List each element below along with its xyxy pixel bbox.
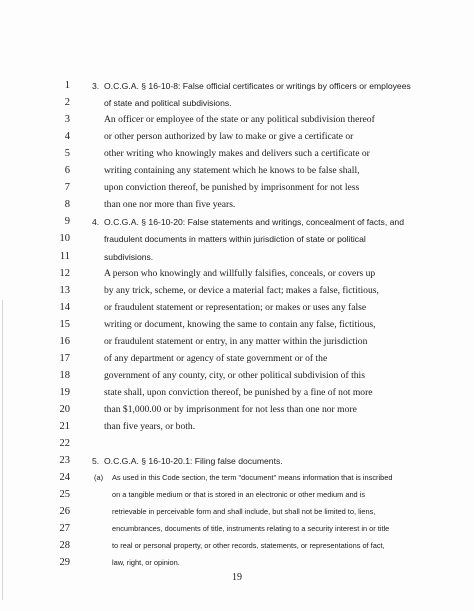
line-text: As used in this Code section, the term "document" means information that is inscribed [112, 473, 393, 483]
line-number: 16 [59, 335, 70, 347]
line-number: 4 [64, 131, 70, 143]
line-number: 15 [59, 318, 70, 330]
line-9 [0, 214, 474, 230]
list-marker: 5. [92, 456, 100, 467]
line-21 [0, 419, 474, 435]
line-2 [0, 95, 474, 111]
line-text: writing or document, knowing the same to contain any false, fictitious, [104, 318, 376, 330]
line-text: A person who knowingly and willfully falsifies, conceals, or covers up [104, 267, 376, 279]
line-20 [0, 402, 474, 418]
line-26 [0, 504, 474, 520]
line-text: state shall, upon conviction thereof, be punished by a fine of not more [104, 386, 373, 398]
line-number: 11 [59, 250, 70, 262]
line-28 [0, 538, 474, 554]
line-25 [0, 487, 474, 503]
line-18 [0, 368, 474, 384]
line-number: 25 [59, 489, 70, 501]
line-4 [0, 129, 474, 145]
line-text: law, right, or opinion. [112, 558, 180, 568]
line-text: fraudulent documents in matters within jurisdiction of state or political [104, 234, 366, 245]
line-22 [0, 436, 474, 452]
list-marker: 4. [92, 217, 100, 228]
line-number: 5 [64, 148, 70, 160]
line-text: O.C.G.A. § 16-10-8: False official certificates or writings by officers or employees [104, 81, 411, 91]
line-text: of state and political subdivisions. [104, 98, 232, 109]
line-text: O.C.G.A. § 16-10-20.1: Filing false documents. [104, 456, 283, 467]
line-number: 7 [64, 182, 70, 194]
line-number: 14 [59, 301, 70, 313]
line-1 [0, 78, 474, 94]
line-number: 29 [59, 557, 70, 569]
line-number: 1 [64, 80, 70, 91]
line-text: writing containing any statement which he knows to be false shall, [104, 165, 360, 177]
line-10 [0, 231, 474, 247]
line-number: 9 [64, 216, 70, 228]
line-number: 2 [64, 97, 70, 109]
line-text: or fraudulent statement or entry, in any matter within the jurisdiction [104, 335, 368, 347]
line-29 [0, 555, 474, 571]
line-text: retrievable in perceivable form and shall include, but shall not be limited to, liens, [112, 507, 376, 517]
line-24 [0, 470, 474, 486]
line-number: 13 [59, 284, 70, 296]
list-marker: 3. [92, 81, 100, 91]
line-number: 12 [59, 267, 70, 279]
line-3 [0, 112, 474, 128]
line-text: An officer or employee of the state or any political subdivision thereof [104, 114, 375, 126]
line-text: other writing who knowingly makes and delivers such a certificate or [104, 148, 370, 160]
line-16 [0, 334, 474, 350]
line-number: 8 [64, 199, 70, 211]
line-13 [0, 283, 474, 299]
line-text: government of any county, city, or other political subdivision of this [104, 369, 365, 381]
line-text: on a tangible medium or that is stored in an electronic or other medium and is [112, 490, 366, 500]
line-5 [0, 146, 474, 162]
line-7 [0, 180, 474, 196]
line-text: O.C.G.A. § 16-10-20: False statements and writings, concealment of facts, and [104, 217, 404, 228]
line-text: than $1,000.00 or by imprisonment for not less than one nor more [104, 403, 357, 415]
line-23 [0, 453, 474, 469]
line-12 [0, 266, 474, 282]
line-text: to real or personal property, or other records, statements, or representations of fact, [112, 541, 385, 551]
line-text: than five years, or both. [104, 421, 196, 432]
line-number: 23 [59, 455, 70, 467]
line-17 [0, 351, 474, 367]
line-14 [0, 300, 474, 316]
line-text: by any trick, scheme, or device a material fact; makes a false, fictitious, [104, 284, 379, 296]
line-number: 20 [59, 403, 70, 415]
line-number: 3 [64, 114, 70, 126]
line-number: 19 [59, 386, 70, 398]
line-8 [0, 197, 474, 213]
line-number: 24 [59, 472, 70, 484]
line-19 [0, 385, 474, 401]
line-text: or other person authorized by law to make or give a certificate or [104, 131, 354, 143]
line-27 [0, 521, 474, 537]
line-text: than one nor more than five years. [104, 199, 236, 211]
line-number: 18 [59, 369, 70, 381]
line-11 [0, 249, 474, 265]
line-number: 17 [59, 352, 70, 364]
line-text: or fraudulent statement or representation; or makes or uses any false [104, 301, 367, 313]
line-number: 27 [59, 523, 70, 535]
line-text: of any department or agency of state government or of the [104, 352, 328, 364]
page-number: 19 [232, 572, 242, 583]
line-number: 28 [59, 540, 70, 552]
line-number: 21 [59, 421, 70, 432]
line-text: upon conviction thereof, be punished by imprisonment for not less [104, 182, 360, 194]
line-number: 6 [64, 165, 70, 177]
line-text: encumbrances, documents of title, instruments relating to a security interest in or title [112, 524, 390, 534]
list-marker: (a) [94, 473, 104, 483]
line-number: 26 [59, 506, 70, 518]
line-15 [0, 317, 474, 333]
line-number: 22 [59, 438, 70, 450]
line-text: subdivisions. [104, 251, 154, 262]
line-number: 10 [59, 233, 70, 245]
line-6 [0, 163, 474, 179]
